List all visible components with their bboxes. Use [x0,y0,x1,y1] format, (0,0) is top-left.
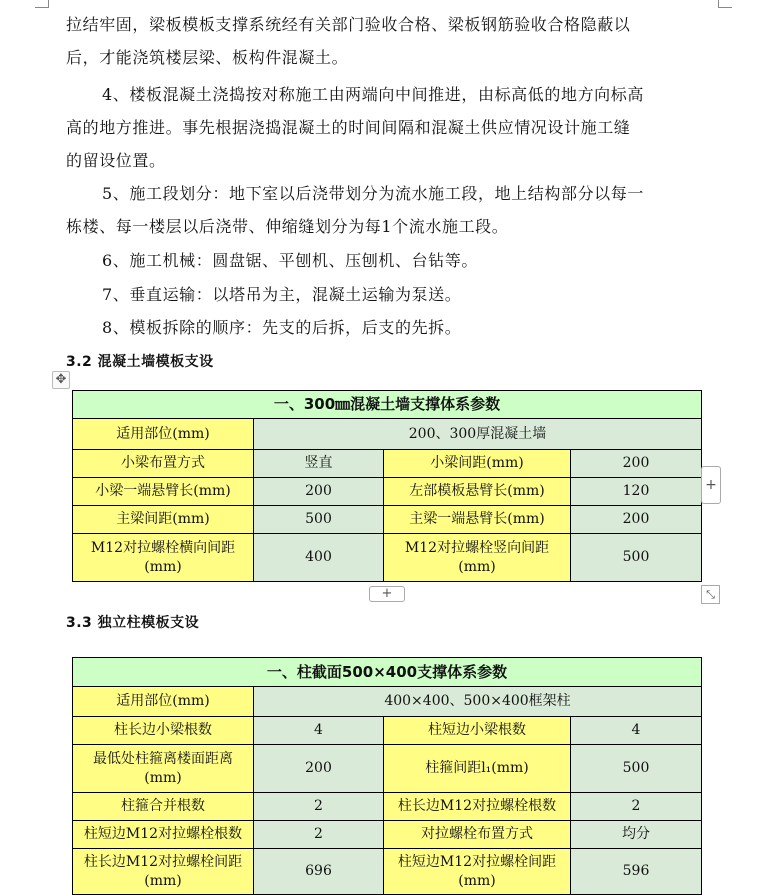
table-label: 主梁一端悬臂长(mm) [384,506,571,534]
table-label: 柱箍间距l₁(mm) [384,745,571,793]
table-label: 适用部位(mm) [73,687,254,717]
table-title: 一、300㎜混凝土墙支撑体系参数 [73,391,702,419]
section-heading-3-2: 3.2 混凝土墙模板支设 [66,354,214,370]
table-value: 200 [571,506,702,534]
paragraph-item-5: 5、施工段划分：地下室以后浇带划分为流水施工段，地上结构部分以每一 [102,184,644,203]
table-value: 4 [254,717,384,745]
crop-mark-right-h [718,7,732,8]
paragraph-line: 栋楼、每一楼层以后浇带、伸缩缝划分为每1个流水施工段。 [66,217,509,236]
table-value: 200、300厚混凝土墙 [254,419,702,450]
table-value: 400 [254,534,384,582]
table-value: 500 [571,745,702,793]
table-value: 596 [571,849,702,895]
table-value: 2 [571,793,702,821]
paragraph-line: 后，才能浇筑楼层梁、板构件混凝土。 [66,48,349,67]
table-value: 4 [571,717,702,745]
paragraph-item-7: 7、垂直运输：以塔吊为主，混凝土运输为泵送。 [102,285,462,304]
table-title: 一、柱截面500×400支撑体系参数 [73,658,702,687]
table-value: 696 [254,849,384,895]
paragraph-item-6: 6、施工机械：圆盘锯、平刨机、压刨机、台钻等。 [102,251,478,270]
paragraph-line: 高的地方推进。事先根据浇捣混凝土的时间间隔和混凝土供应情况设计施工缝 [66,118,631,137]
table-label: 柱长边M12对拉螺栓根数 [384,793,571,821]
table-value: 200 [254,745,384,793]
column-support-table [72,657,702,895]
table-label: 左部模板悬臂长(mm) [384,478,571,506]
table-label: 主梁间距(mm) [73,506,254,534]
table-label: 柱长边M12对拉螺栓间距(mm) [73,849,254,895]
table-label: 小梁一端悬臂长(mm) [73,478,254,506]
table-resize-icon[interactable]: ⤡ [701,585,720,604]
table-label: 小梁布置方式 [73,450,254,478]
paragraph-line: 的留设位置。 [66,151,166,170]
table-label: 柱短边小梁根数 [384,717,571,745]
table-label: 柱长边小梁根数 [73,717,254,745]
table-label: 小梁间距(mm) [384,450,571,478]
paragraph-item-8: 8、模板拆除的顺序：先支的后拆，后支的先拆。 [102,318,462,337]
paragraph-line: 拉结牢固，梁板模板支撑系统经有关部门验收合格、梁板钢筋验收合格隐蔽以 [66,15,631,34]
table-move-icon[interactable]: ✥ [52,371,70,389]
table-value: 200 [254,478,384,506]
table-value: 竖直 [254,450,384,478]
table-value: 2 [254,793,384,821]
table-value: 2 [254,821,384,849]
table-label: 柱短边M12对拉螺栓间距(mm) [384,849,571,895]
add-row-button[interactable]: + [369,586,405,602]
table-value: 400×400、500×400框架柱 [254,687,702,717]
table-label: 柱箍合并根数 [73,793,254,821]
table-value: 120 [571,478,702,506]
table-label: M12对拉螺栓竖向间距(mm) [384,534,571,582]
add-column-button[interactable]: + [701,466,721,504]
table-label: 对拉螺栓布置方式 [384,821,571,849]
table-label: 适用部位(mm) [73,419,254,450]
table-value: 200 [571,450,702,478]
table-value: 500 [254,506,384,534]
section-heading-3-3: 3.3 独立柱模板支设 [66,615,200,631]
paragraph-item-4: 4、楼板混凝土浇捣按对称施工由两端向中间推进，由标高低的地方向标高 [102,85,644,104]
table-label: M12对拉螺栓横向间距(mm) [73,534,254,582]
table-value: 500 [571,534,702,582]
table-value: 均分 [571,821,702,849]
wall-support-table [72,390,702,582]
table-label: 最低处柱箍离楼面距离(mm) [73,745,254,793]
crop-mark-left-h [35,7,49,8]
table-label: 柱短边M12对拉螺栓根数 [73,821,254,849]
